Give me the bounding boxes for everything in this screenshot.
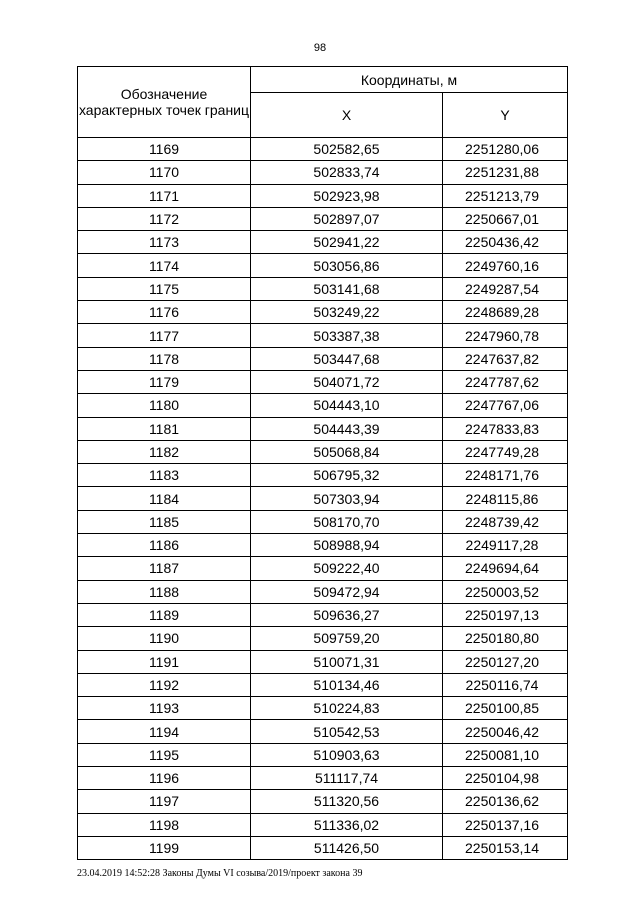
x-cell: 510071,31 bbox=[251, 650, 443, 673]
point-cell: 1191 bbox=[78, 650, 251, 673]
x-cell: 510903,63 bbox=[251, 743, 443, 766]
table-row bbox=[78, 627, 568, 650]
x-cell: 511336,02 bbox=[251, 813, 443, 836]
point-cell: 1184 bbox=[78, 487, 251, 510]
table-row bbox=[78, 231, 568, 254]
y-cell: 2251231,88 bbox=[443, 161, 568, 184]
point-cell: 1185 bbox=[78, 510, 251, 533]
point-cell: 1186 bbox=[78, 534, 251, 557]
point-cell: 1177 bbox=[78, 324, 251, 347]
table-row bbox=[78, 580, 568, 603]
x-cell: 507303,94 bbox=[251, 487, 443, 510]
point-cell: 1183 bbox=[78, 464, 251, 487]
point-cell: 1194 bbox=[78, 720, 251, 743]
table-row bbox=[78, 464, 568, 487]
table-row bbox=[78, 510, 568, 533]
table-row bbox=[78, 207, 568, 230]
y-cell: 2249117,28 bbox=[443, 534, 568, 557]
table-row bbox=[78, 184, 568, 207]
y-cell: 2248171,76 bbox=[443, 464, 568, 487]
table-row bbox=[78, 790, 568, 813]
point-cell: 1188 bbox=[78, 580, 251, 603]
y-cell: 2247767,06 bbox=[443, 394, 568, 417]
y-cell: 2250436,42 bbox=[443, 231, 568, 254]
point-cell: 1169 bbox=[78, 138, 251, 161]
y-cell: 2247787,62 bbox=[443, 370, 568, 393]
footer-stamp: 23.04.2019 14:52:28 Законы Думы VI созыва/2019/проект закона 39 bbox=[77, 868, 363, 879]
point-cell: 1170 bbox=[78, 161, 251, 184]
point-cell: 1197 bbox=[78, 790, 251, 813]
table-row bbox=[78, 254, 568, 277]
y-cell: 2249694,64 bbox=[443, 557, 568, 580]
table-body bbox=[78, 138, 568, 860]
table-row bbox=[78, 161, 568, 184]
x-cell: 502923,98 bbox=[251, 184, 443, 207]
x-cell: 509636,27 bbox=[251, 603, 443, 626]
table-row bbox=[78, 720, 568, 743]
x-cell: 502897,07 bbox=[251, 207, 443, 230]
y-cell: 2251280,06 bbox=[443, 138, 568, 161]
y-cell: 2250127,20 bbox=[443, 650, 568, 673]
table-row bbox=[78, 673, 568, 696]
y-cell: 2248115,86 bbox=[443, 487, 568, 510]
x-cell: 510134,46 bbox=[251, 673, 443, 696]
x-cell: 511117,74 bbox=[251, 767, 443, 790]
x-cell: 508988,94 bbox=[251, 534, 443, 557]
y-cell: 2247749,28 bbox=[443, 440, 568, 463]
y-cell: 2247637,82 bbox=[443, 347, 568, 370]
point-cell: 1179 bbox=[78, 370, 251, 393]
x-cell: 502941,22 bbox=[251, 231, 443, 254]
point-cell: 1187 bbox=[78, 557, 251, 580]
point-cell: 1192 bbox=[78, 673, 251, 696]
point-cell: 1189 bbox=[78, 603, 251, 626]
table-row bbox=[78, 650, 568, 673]
point-cell: 1182 bbox=[78, 440, 251, 463]
x-cell: 503249,22 bbox=[251, 301, 443, 324]
table-row bbox=[78, 370, 568, 393]
y-cell: 2251213,79 bbox=[443, 184, 568, 207]
point-column-header: Обозначение характерных точек границ bbox=[78, 67, 251, 138]
table-row bbox=[78, 743, 568, 766]
table-row bbox=[78, 603, 568, 626]
x-cell: 503141,68 bbox=[251, 277, 443, 300]
x-cell: 506795,32 bbox=[251, 464, 443, 487]
x-cell: 511320,56 bbox=[251, 790, 443, 813]
page-number: 98 bbox=[313, 42, 327, 54]
table-row bbox=[78, 836, 568, 859]
coordinates-header: Координаты, м bbox=[251, 67, 568, 93]
table-row bbox=[78, 767, 568, 790]
x-column-header: X bbox=[251, 93, 443, 138]
point-cell: 1172 bbox=[78, 207, 251, 230]
y-cell: 2250003,52 bbox=[443, 580, 568, 603]
table-row bbox=[78, 697, 568, 720]
y-cell: 2250116,74 bbox=[443, 673, 568, 696]
x-cell: 510542,53 bbox=[251, 720, 443, 743]
table-row bbox=[78, 440, 568, 463]
x-cell: 503387,38 bbox=[251, 324, 443, 347]
x-cell: 505068,84 bbox=[251, 440, 443, 463]
x-cell: 504443,10 bbox=[251, 394, 443, 417]
y-cell: 2249287,54 bbox=[443, 277, 568, 300]
point-cell: 1171 bbox=[78, 184, 251, 207]
x-cell: 502582,65 bbox=[251, 138, 443, 161]
y-cell: 2250081,10 bbox=[443, 743, 568, 766]
point-cell: 1178 bbox=[78, 347, 251, 370]
point-cell: 1190 bbox=[78, 627, 251, 650]
y-cell: 2247833,83 bbox=[443, 417, 568, 440]
x-cell: 509222,40 bbox=[251, 557, 443, 580]
x-cell: 504443,39 bbox=[251, 417, 443, 440]
y-cell: 2248689,28 bbox=[443, 301, 568, 324]
y-cell: 2250667,01 bbox=[443, 207, 568, 230]
x-cell: 503056,86 bbox=[251, 254, 443, 277]
point-cell: 1198 bbox=[78, 813, 251, 836]
point-cell: 1173 bbox=[78, 231, 251, 254]
coordinates-table bbox=[77, 66, 568, 860]
x-cell: 503447,68 bbox=[251, 347, 443, 370]
y-cell: 2250046,42 bbox=[443, 720, 568, 743]
y-cell: 2250137,16 bbox=[443, 813, 568, 836]
point-cell: 1196 bbox=[78, 767, 251, 790]
x-cell: 502833,74 bbox=[251, 161, 443, 184]
table-row bbox=[78, 277, 568, 300]
table-row bbox=[78, 813, 568, 836]
y-cell: 2247960,78 bbox=[443, 324, 568, 347]
table-row bbox=[78, 487, 568, 510]
table-row bbox=[78, 394, 568, 417]
table-row bbox=[78, 138, 568, 161]
x-cell: 510224,83 bbox=[251, 697, 443, 720]
y-cell: 2248739,42 bbox=[443, 510, 568, 533]
point-cell: 1180 bbox=[78, 394, 251, 417]
y-cell: 2250153,14 bbox=[443, 836, 568, 859]
point-cell: 1193 bbox=[78, 697, 251, 720]
y-cell: 2250180,80 bbox=[443, 627, 568, 650]
x-cell: 511426,50 bbox=[251, 836, 443, 859]
table-row bbox=[78, 347, 568, 370]
y-cell: 2250136,62 bbox=[443, 790, 568, 813]
y-column-header: Y bbox=[443, 93, 568, 138]
table-row bbox=[78, 324, 568, 347]
point-cell: 1195 bbox=[78, 743, 251, 766]
point-cell: 1175 bbox=[78, 277, 251, 300]
x-cell: 508170,70 bbox=[251, 510, 443, 533]
table-row bbox=[78, 417, 568, 440]
x-cell: 509759,20 bbox=[251, 627, 443, 650]
y-cell: 2249760,16 bbox=[443, 254, 568, 277]
point-cell: 1174 bbox=[78, 254, 251, 277]
y-cell: 2250197,13 bbox=[443, 603, 568, 626]
table-row bbox=[78, 534, 568, 557]
table-row bbox=[78, 301, 568, 324]
x-cell: 504071,72 bbox=[251, 370, 443, 393]
y-cell: 2250100,85 bbox=[443, 697, 568, 720]
point-cell: 1181 bbox=[78, 417, 251, 440]
table-row bbox=[78, 557, 568, 580]
point-cell: 1199 bbox=[78, 836, 251, 859]
point-cell: 1176 bbox=[78, 301, 251, 324]
x-cell: 509472,94 bbox=[251, 580, 443, 603]
y-cell: 2250104,98 bbox=[443, 767, 568, 790]
